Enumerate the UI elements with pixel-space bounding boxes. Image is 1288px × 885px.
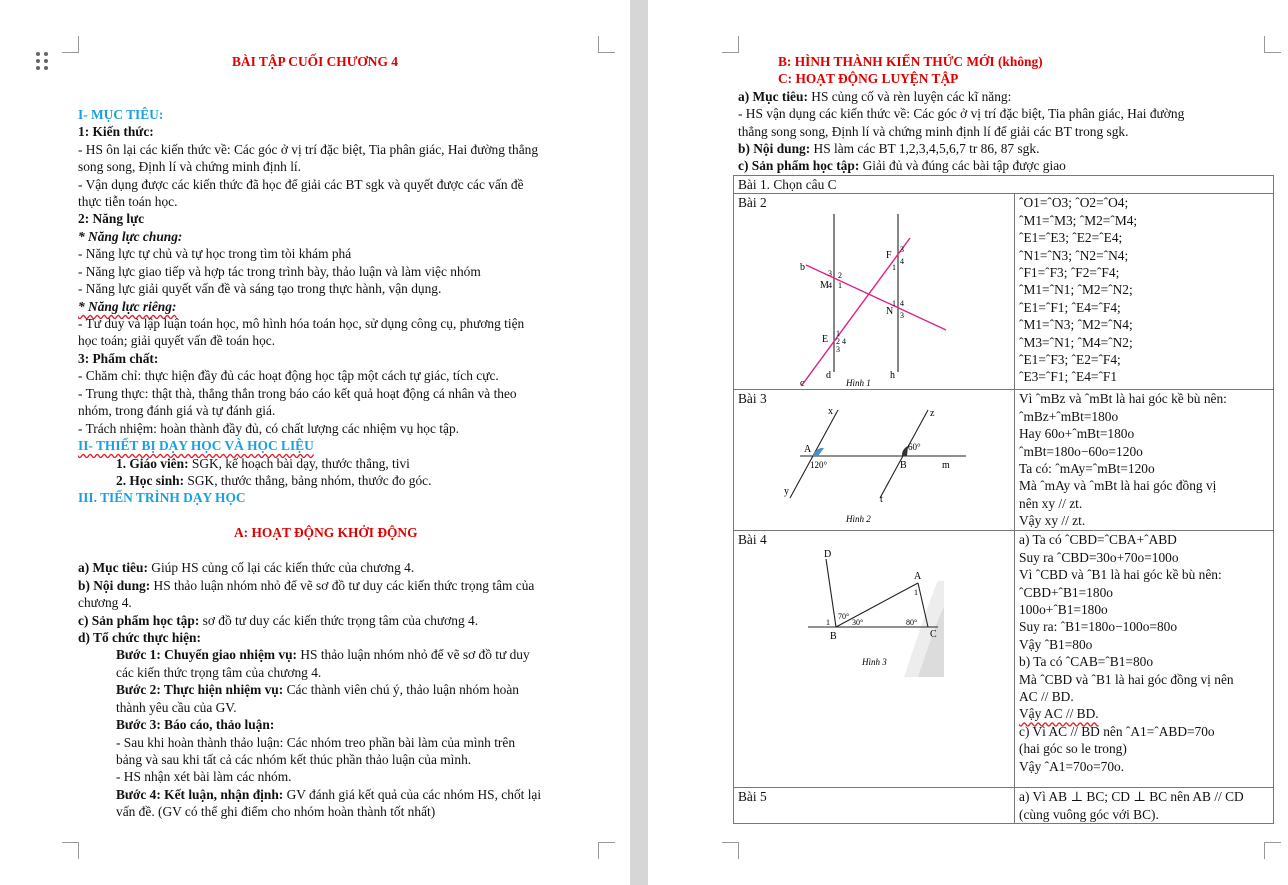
table-cell [1015, 194, 1274, 390]
text-line: - Năng lực tự chủ và tự học trong tìm tòi khám phá [78, 246, 352, 261]
label: c) Sản phẩm học tập: [738, 158, 860, 173]
label: 2. Học sinh: [116, 473, 185, 488]
solution-line: Vậy ˆA1=70o=70o. [1019, 758, 1125, 774]
fig-label: c [800, 377, 805, 388]
fig-label: 1 [914, 587, 918, 597]
solution-line: AC // BD. [1019, 689, 1074, 705]
text-line: vấn đề. (GV có thể ghi điểm cho nhóm hoàn thành tốt nhất) [116, 804, 436, 819]
solution-line: ˆO1=ˆO3; ˆO2=ˆO4; [1019, 195, 1129, 211]
solution-line: nên xy // zt. [1019, 495, 1083, 511]
angle-number: 3 [900, 310, 904, 320]
angle-number: 2 [838, 270, 842, 280]
label: a) Mục tiêu: [738, 89, 808, 104]
text: Giải đủ và đúng các bài tập được giao [859, 158, 1066, 173]
c-goal-line [738, 88, 1011, 105]
table-cell [734, 531, 1015, 788]
text-line: thực tiễn toán học. [78, 194, 178, 209]
solution-lines [1019, 390, 1269, 529]
angle-number: 3 [836, 344, 840, 354]
solution-lines [1019, 194, 1269, 385]
table-cell [1015, 531, 1274, 788]
solution-line: Ta có: ˆmAy=ˆmBt=120o [1019, 461, 1155, 477]
angle-number: 3 [828, 268, 832, 278]
solution-line: ˆN1=ˆN3; ˆN2=ˆN4; [1019, 247, 1129, 263]
angle-number: 3 [900, 244, 904, 254]
exercise-table [733, 175, 1274, 824]
text: SGK, kế hoạch bài dạy, thước thẳng, tivi [188, 456, 410, 471]
fig-label: t [880, 493, 883, 505]
text: HS thảo luận nhóm nhỏ để vẽ sơ đồ tư duy các kiến thức trọng tâm của [150, 578, 535, 593]
fig-label: D [824, 548, 832, 560]
table-cell [734, 788, 1015, 824]
a-product-line [78, 612, 478, 629]
step2-line [116, 681, 519, 698]
text-line: học toán; giải quyết vấn đề toán học. [78, 333, 276, 348]
text-line: - Tư duy và lập luận toán học, mô hình hóa toán học, sử dụng công cụ, phương tiện [78, 316, 525, 331]
label: Bước 4: Kết luận, nhận định: [116, 787, 284, 802]
student-line [116, 472, 431, 489]
fig-label: B [830, 630, 837, 642]
crop-mark [1264, 842, 1281, 859]
text-line: - Trung thực: thật thà, thẳng thắn trong báo cáo kết quả hoạt động cá nhân và theo [78, 386, 517, 401]
solution-line: Mà ˆCBD và ˆB1 là hai góc đồng vị nên [1019, 671, 1234, 687]
fig-label: A [914, 570, 922, 582]
exercise-label: Bài 2 [738, 195, 767, 211]
table-row [734, 531, 1274, 788]
crop-mark [62, 36, 79, 53]
angle-number: 4 [828, 280, 832, 290]
spellcheck-underlined-text[interactable]: II- THIẾT BỊ DẠY HỌC VÀ HỌC LIỆU [78, 438, 314, 453]
solution-line: ˆF1=ˆF3; ˆF2=ˆF4; [1019, 265, 1120, 281]
crop-mark [722, 36, 739, 53]
angle-number: 1 [838, 280, 842, 290]
page-gap [630, 0, 648, 885]
label: b) Nội dung: [78, 578, 151, 593]
fig-label: F [886, 249, 892, 261]
quality-heading: 3: Phẩm chất: [78, 351, 159, 366]
a-goal-line [78, 559, 414, 576]
table-cell: Bài 1. Chọn câu C [734, 176, 1274, 194]
solution-line: ˆCBD+ˆB1=180o [1019, 584, 1113, 600]
text-line: - Chăm chỉ: thực hiện đầy đủ các hoạt động học tập một cách tự giác, tích cực. [78, 368, 499, 383]
line-c [802, 238, 910, 385]
angle-number: 1 [892, 298, 896, 308]
step1-line [116, 646, 530, 663]
fig-label: b [800, 261, 805, 273]
exercise-label: Bài 3 [738, 391, 767, 407]
fig-label: 70° [838, 611, 850, 621]
text: HS làm các BT 1,2,3,4,5,6,7 tr 86, 87 sgk. [810, 141, 1040, 156]
label: a) Mục tiêu: [78, 560, 148, 575]
solution-line: b) Ta có ˆCAB=ˆB1=80o [1019, 654, 1154, 670]
solution-line: Mà ˆmAy và ˆmBt là hai góc đồng vị [1019, 478, 1217, 494]
solution-line: ˆE1=ˆF1; ˆE4=ˆF4; [1019, 299, 1121, 315]
solution-line: Vậy ˆB1=80o [1019, 636, 1093, 652]
text-line: song song, Định lí và chứng minh định lí. [78, 159, 301, 174]
solution-line: 100o+ˆB1=180o [1019, 602, 1108, 618]
solution-line: ˆE1=ˆE3; ˆE2=ˆE4; [1019, 230, 1123, 246]
solution-line: ˆmBz+ˆmBt=180o [1019, 408, 1119, 424]
solution-line: Vì ˆmBz và ˆmBt là hai góc kề bù nên: [1019, 391, 1227, 407]
line-b [806, 262, 946, 330]
solution-line: Suy ra: ˆB1=180o−100o=80o [1019, 619, 1178, 635]
table-cell [1015, 390, 1274, 531]
spellcheck-underlined-text[interactable]: * Năng lực riêng: [78, 299, 177, 314]
text-line: - HS vận dụng các kiến thức về: Các góc ở vị trí đặc biệt, Tia phân giác, Hai đường [738, 106, 1185, 121]
c-product-line [738, 157, 1066, 174]
fig-label: E [822, 333, 829, 345]
fig-label: N [886, 305, 894, 317]
text-line: - Trách nhiệm: hoàn thành đầy đủ, có chất lượng các nhiệm vụ học tập. [78, 421, 459, 436]
solution-line: ˆE1=ˆF3; ˆE2=ˆF4; [1019, 352, 1121, 368]
label: b) Nội dung: [738, 141, 811, 156]
table-cell [734, 194, 1015, 390]
label: c) Sản phẩm học tập: [78, 613, 200, 628]
angle-number: 4 [900, 256, 904, 266]
solution-line: ˆM1=ˆN1; ˆM2=ˆN2; [1019, 282, 1133, 298]
step4-line [116, 786, 541, 803]
label: Bước 1: Chuyển giao nhiệm vụ: [116, 647, 297, 662]
solution-line: ˆM1=ˆN3; ˆM2=ˆN4; [1019, 317, 1133, 333]
fig-label: x [828, 405, 833, 417]
label: Bước 2: Thực hiện nhiệm vụ: [116, 682, 284, 697]
figure-1 [782, 210, 992, 388]
solution-line: Vì ˆCBD và ˆB1 là hai góc kề bù nên: [1019, 567, 1222, 583]
c-content-line [738, 140, 1039, 157]
solution-line: (hai góc so le trong) [1019, 741, 1127, 757]
section-b-heading: B: HÌNH THÀNH KIẾN THỨC MỚI (không) [778, 54, 1043, 69]
text: HS thảo luận nhóm nhỏ để vẽ sơ đồ tư duy [297, 647, 530, 662]
line-ac [918, 583, 928, 627]
text-line: nhóm, trong đánh giá và tự đánh giá. [78, 403, 276, 418]
text: Giúp HS củng cố lại các kiến thức của chương 4. [147, 560, 415, 575]
table-cell [734, 390, 1015, 531]
a-org-heading: d) Tổ chức thực hiện: [78, 630, 201, 645]
table-cell [1015, 788, 1274, 824]
angle-number: 2 [836, 336, 840, 346]
step3-heading: Bước 3: Báo cáo, thảo luận: [116, 717, 275, 732]
solution-lines [1019, 788, 1269, 823]
fig-label: m [942, 459, 950, 471]
section-c-heading: C: HOẠT ĐỘNG LUYỆN TẬP [778, 71, 959, 86]
text-line: - Sau khi hoàn thành thảo luận: Các nhóm treo phần bài làm của mình trên [116, 735, 516, 750]
solution-line: a) Ta có ˆCBD=ˆCBA+ˆABD [1019, 532, 1177, 548]
fig-label: C [930, 628, 937, 640]
line-bd [826, 559, 836, 627]
a-content-line [78, 577, 534, 594]
solution-line: (cùng vuông góc với BC). [1019, 806, 1159, 822]
specific-ability-heading [78, 298, 176, 315]
text-line: - Năng lực giải quyết vấn đề và sáng tạo trong thực hành, vận dụng. [78, 281, 442, 296]
exercise-label: Bài 4 [738, 532, 767, 548]
fig-label: 120° [810, 459, 828, 470]
process-heading: III. TIẾN TRÌNH DẠY HỌC [78, 490, 246, 505]
drag-handle-icon[interactable] [36, 52, 50, 72]
figure-2 [780, 406, 1010, 526]
text: GV đánh giá kết quả của các nhóm HS, chốt lại [283, 787, 542, 802]
exercise-label: Bài 5 [738, 789, 767, 805]
text-line: - HS nhận xét bài làm các nhóm. [116, 769, 292, 784]
solution-line: Suy ra ˆCBD=30o+70o=100o [1019, 549, 1179, 565]
fig-label: M [820, 279, 829, 291]
crop-mark [722, 842, 739, 859]
table-row [734, 176, 1274, 194]
label: 1. Giáo viên: [116, 456, 189, 471]
fig-label: d [826, 369, 831, 381]
fig-label: A [804, 443, 812, 455]
angle-number: 1 [826, 617, 830, 627]
solution-line: c) Vì AC // BD nên ˆA1=ˆABD=70o [1019, 723, 1215, 739]
crop-mark [598, 842, 615, 859]
table-row [734, 194, 1274, 390]
text-line: - HS ôn lại các kiến thức về: Các góc ở vị trí đặc biệt, Tia phân giác, Hai đường thẳng [78, 142, 539, 157]
crop-mark [1264, 36, 1281, 53]
table-row [734, 788, 1274, 824]
text: HS củng cố và rèn luyện các kĩ năng: [807, 89, 1012, 104]
activity-a-heading: A: HOẠT ĐỘNG KHỞI ĐỘNG [234, 525, 418, 540]
fig-label: 60° [908, 441, 921, 452]
text-line: bảng và sau khi tất cả các nhóm kết thúc phần thảo luận của mình. [116, 752, 472, 767]
fig-label: y [784, 485, 789, 497]
figure-caption: Hình 1 [846, 377, 871, 388]
fig-label: 80° [906, 617, 918, 627]
page-title: BÀI TẬP CUỐI CHƯƠNG 4 [232, 54, 398, 69]
text-line: thẳng song song, Định lí và chứng minh định lí để giải các BT trong sgk. [738, 124, 1129, 139]
figure-caption: Hình 3 [862, 656, 887, 667]
solution-line: Hay 60o+ˆmBt=180o [1019, 426, 1135, 442]
text: SGK, thước thẳng, bảng nhóm, thước đo góc. [184, 473, 432, 488]
text-line: - Vận dụng được các kiến thức đã học để giải các BT sgk và quyết được các vấn đề [78, 177, 524, 192]
crop-mark [62, 842, 79, 859]
angle-number: 1 [836, 328, 840, 338]
figure-3 [738, 547, 988, 677]
fig-label: B [900, 459, 907, 471]
solution-line: Vậy AC // BD. [1019, 706, 1099, 722]
angle-number: 1 [892, 262, 896, 272]
solution-line: ˆE3=ˆF1; ˆE4=ˆF1 [1019, 369, 1118, 385]
objectives-heading: I- MỤC TIÊU: [78, 107, 164, 122]
solution-line: ˆM3=ˆN1; ˆM4=ˆN2; [1019, 334, 1133, 350]
angle-number: 4 [842, 336, 846, 346]
angle-number: 4 [900, 298, 904, 308]
ability-heading: 2: Năng lực [78, 211, 145, 226]
text-line: các kiến thức trọng tâm của chương 4. [116, 665, 322, 680]
solution-line: ˆmBt=180o−60o=120o [1019, 443, 1143, 459]
crop-mark [598, 36, 615, 53]
teacher-line [116, 455, 410, 472]
text-line: chương 4. [78, 595, 132, 610]
solution-lines [1019, 531, 1269, 775]
solution-line: ˆM1=ˆM3; ˆM2=ˆM4; [1019, 212, 1138, 228]
fig-label: h [890, 369, 895, 381]
fig-label: 30° [852, 617, 864, 627]
figure-caption: Hình 2 [846, 513, 871, 524]
text: sơ đồ tư duy các kiến thức trọng tâm của chương 4. [199, 613, 479, 628]
fig-label: z [930, 407, 935, 419]
text-line: - Năng lực giao tiếp và hợp tác trong trình bày, thảo luận và làm việc nhóm [78, 264, 481, 279]
knowledge-heading: 1: Kiến thức: [78, 124, 154, 139]
solution-line: a) Vì AB ⊥ BC; CD ⊥ BC nên AB // CD [1019, 789, 1244, 805]
solution-line: Vậy xy // zt. [1019, 513, 1086, 529]
general-ability-heading: * Năng lực chung: [78, 229, 183, 244]
equipment-heading [78, 437, 314, 454]
table-row [734, 390, 1274, 531]
text: Các thành viên chú ý, thảo luận nhóm hoàn [283, 682, 519, 697]
left-page [0, 0, 630, 885]
text-line: thành yêu cầu của GV. [116, 700, 237, 715]
